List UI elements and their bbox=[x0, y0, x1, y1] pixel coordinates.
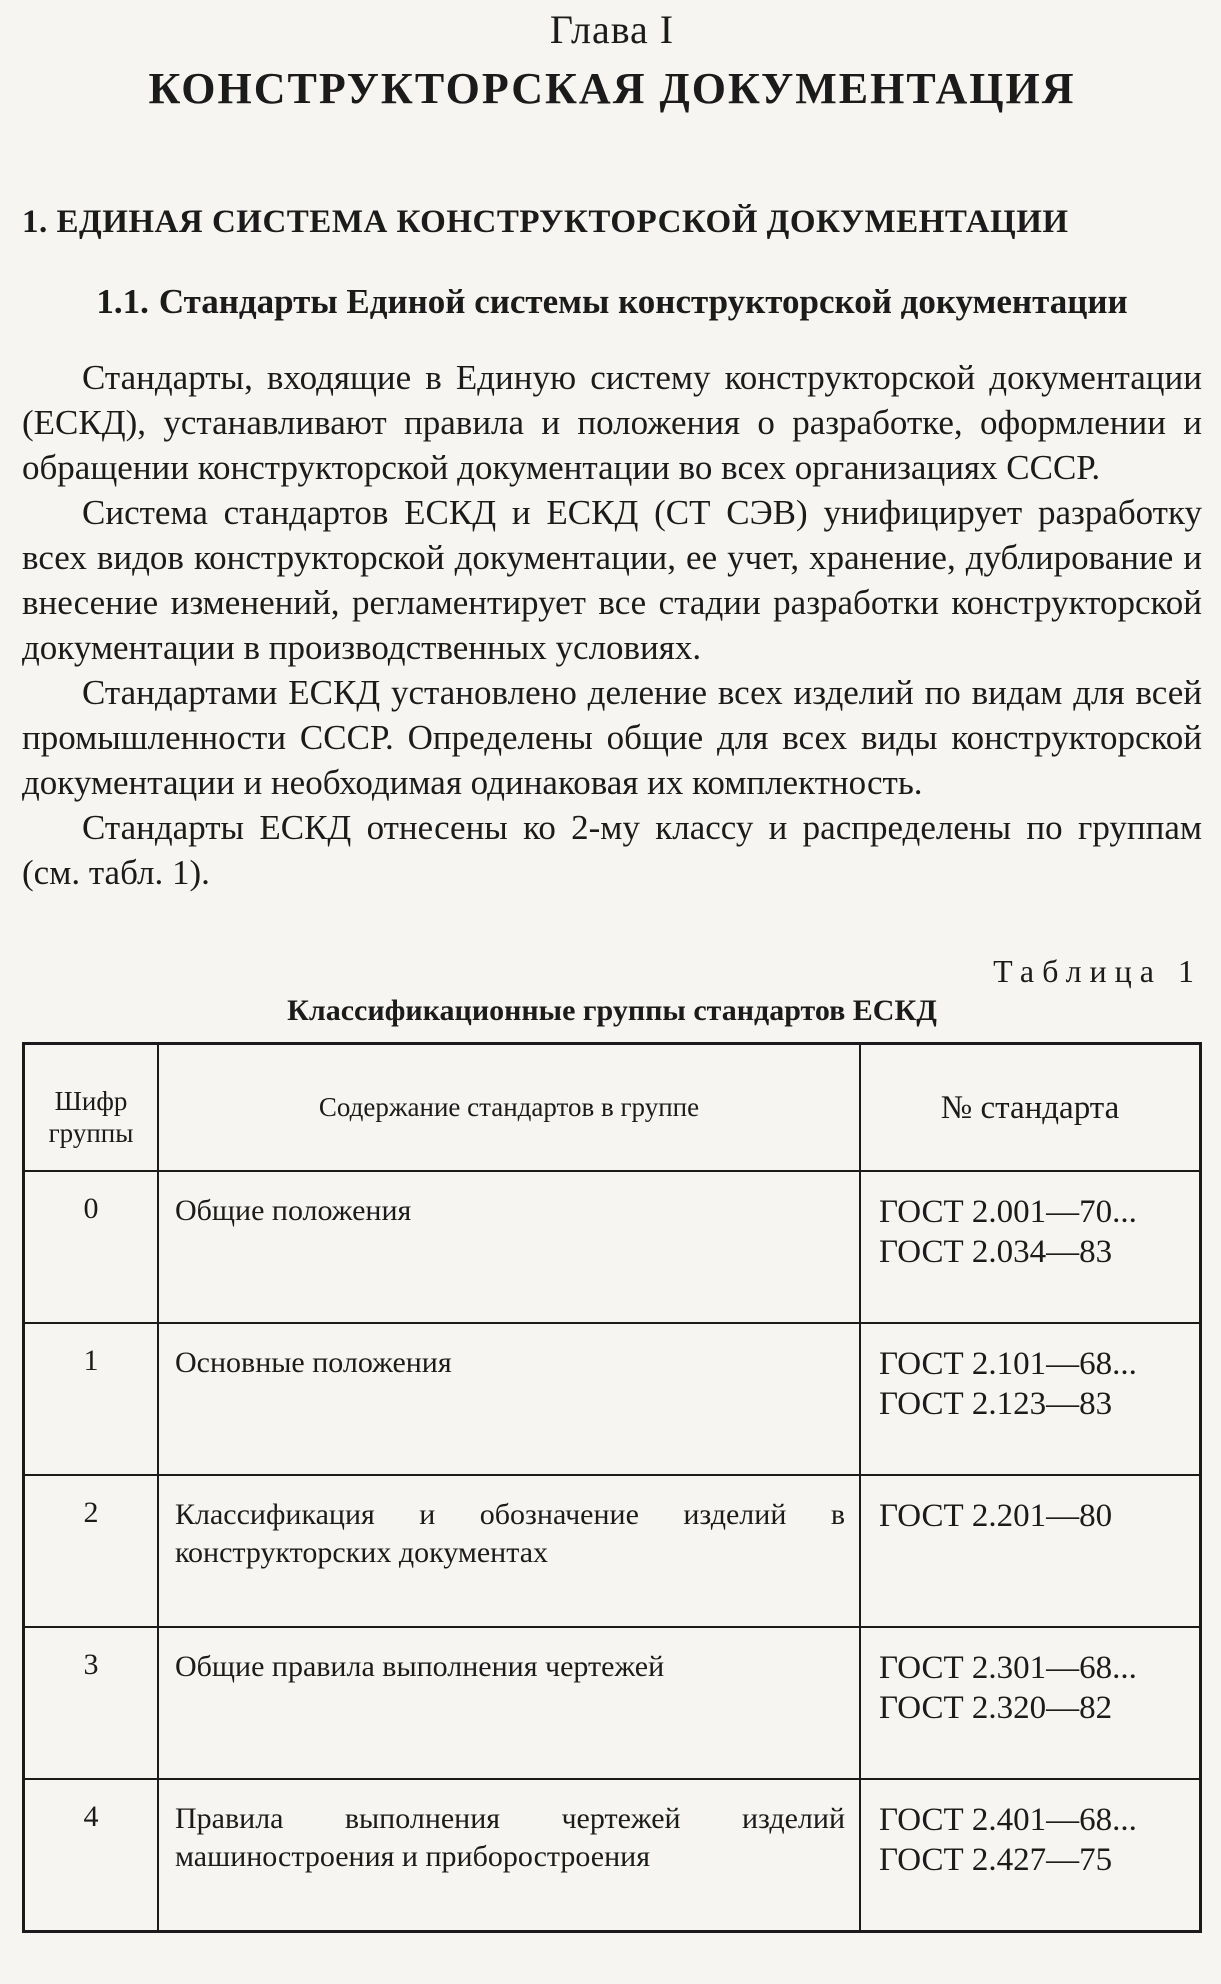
standards-table bbox=[22, 1042, 1202, 1933]
subsection-title: Стандарты Единой системы конструкторской документации bbox=[158, 282, 1128, 321]
cell-standard bbox=[860, 1323, 1201, 1475]
standard-last: ГОСТ 2.320—82 bbox=[879, 1690, 1113, 1726]
section-title: 1. ЕДИНАЯ СИСТЕМА КОНСТРУКТОРСКОЙ ДОКУМЕНТАЦИИ bbox=[22, 204, 1069, 240]
header-content: Содержание стандартов в группе bbox=[158, 1044, 860, 1172]
standard-first: ГОСТ 2.001—70... bbox=[879, 1194, 1137, 1230]
standard-first: ГОСТ 2.101—68... bbox=[879, 1346, 1137, 1382]
paragraph: Стандартами ЕСКД установлено деление всех изделий по видам для всей промышленности СССР. Определены общие для всех виды конструкторской документации и необходимая одинаковая их комплектность. bbox=[22, 673, 1202, 802]
cell-standard bbox=[860, 1779, 1201, 1932]
cell-code: 3 bbox=[24, 1627, 159, 1779]
table-row bbox=[24, 1475, 1201, 1627]
cell-content: Основные положения bbox=[158, 1323, 860, 1475]
subsection-number: 1.1. bbox=[96, 282, 149, 321]
standard-first: ГОСТ 2.401—68... bbox=[879, 1802, 1137, 1838]
cell-code: 2 bbox=[24, 1475, 159, 1627]
standard-last: ГОСТ 2.123—83 bbox=[879, 1386, 1113, 1422]
paragraph: Стандарты ЕСКД отнесены ко 2-му классу и распределены по группам (см. табл. 1). bbox=[22, 808, 1202, 892]
cell-content: Классификация и обозначение изделий в конструкторских документах bbox=[158, 1475, 860, 1627]
cell-standard bbox=[860, 1475, 1201, 1627]
subsection-heading bbox=[22, 279, 1202, 325]
header-code bbox=[24, 1044, 159, 1172]
chapter-label: Глава I bbox=[549, 7, 675, 52]
paragraph: Стандарты, входящие в Единую систему конструкторской документации (ЕСКД), устанавливают правила и положения о разработке, оформлении и обращении конструкторской документации во всех организациях СССР. bbox=[22, 358, 1202, 487]
table-header-row bbox=[24, 1044, 1201, 1172]
table-row bbox=[24, 1779, 1201, 1932]
cell-content: Общие правила выполнения чертежей bbox=[158, 1627, 860, 1779]
table-row bbox=[24, 1171, 1201, 1323]
cell-code: 0 bbox=[24, 1171, 159, 1323]
table-row bbox=[24, 1323, 1201, 1475]
header-standard: № стандарта bbox=[860, 1044, 1201, 1172]
table-row bbox=[24, 1627, 1201, 1779]
chapter-title: КОНСТРУКТОРСКАЯ ДОКУМЕНТАЦИЯ bbox=[148, 64, 1076, 113]
cell-content: Общие положения bbox=[158, 1171, 860, 1323]
standard-last: ГОСТ 2.427—75 bbox=[879, 1842, 1113, 1878]
page bbox=[22, 0, 1202, 1933]
body-text bbox=[22, 355, 1202, 895]
cell-code: 1 bbox=[24, 1323, 159, 1475]
cell-content: Правила выполнения чертежей изделий машиностроения и приборостроения bbox=[158, 1779, 860, 1932]
header-code-text: Шифр группы bbox=[48, 1086, 134, 1148]
standard-last: ГОСТ 2.034—83 bbox=[879, 1234, 1113, 1270]
table-label: Таблица 1 bbox=[993, 953, 1202, 989]
cell-code: 4 bbox=[24, 1779, 159, 1932]
standard-first: ГОСТ 2.301—68... bbox=[879, 1650, 1137, 1686]
table-caption: Классификационные группы стандартов ЕСКД bbox=[287, 994, 937, 1027]
paragraph: Система стандартов ЕСКД и ЕСКД (СТ СЭВ) унифицирует разработку всех видов конструкторской документации, ее учет, хранение, дублирование и внесение изменений, регламентирует все стадии разработки конструкторской документации в производственных условиях. bbox=[22, 493, 1202, 667]
cell-standard bbox=[860, 1171, 1201, 1323]
standard-first: ГОСТ 2.201—80 bbox=[879, 1498, 1113, 1534]
cell-standard bbox=[860, 1627, 1201, 1779]
